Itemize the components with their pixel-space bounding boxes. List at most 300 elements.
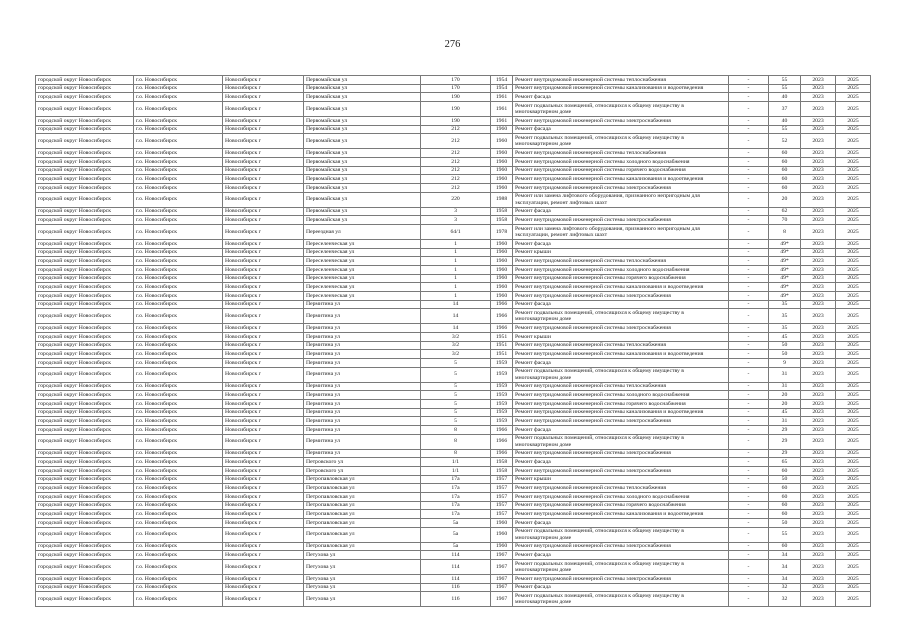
cell-house-number: 1 (421, 291, 491, 300)
cell-municipality: г.о. Новосибирск (134, 149, 223, 158)
cell-work-type: Ремонт подвальных помещений, относящихся к общему имуществу в многоквартирном доме (513, 134, 729, 149)
cell-year-start: 2023 (801, 157, 836, 166)
cell-dash: - (729, 458, 769, 467)
cell-value: 8 (769, 224, 801, 239)
cell-municipality: г.о. Новосибирск (134, 492, 223, 501)
cell-year-start: 2023 (801, 341, 836, 350)
cell-dash: - (729, 341, 769, 350)
cell-year-end: 2025 (836, 399, 871, 408)
cell-locality: Новосибирск г (223, 341, 304, 350)
cell-district: городской округ Новосибирск (36, 207, 134, 216)
cell-locality: Новосибирск г (223, 207, 304, 216)
cell-street: Пермитина ул (304, 358, 421, 367)
cell-municipality: г.о. Новосибирск (134, 84, 223, 93)
cell-work-type: Ремонт фасада (513, 207, 729, 216)
cell-locality: Новосибирск г (223, 501, 304, 510)
cell-year-built: 1960 (491, 175, 513, 184)
cell-locality: Новосибирск г (223, 157, 304, 166)
cell-municipality: г.о. Новосибирск (134, 391, 223, 400)
cell-year-end: 2025 (836, 102, 871, 117)
cell-dash: - (729, 358, 769, 367)
cell-value: 60 (769, 492, 801, 501)
cell-value: 45 (769, 332, 801, 341)
cell-year-built: 1951 (491, 350, 513, 359)
cell-value: 50 (769, 518, 801, 527)
cell-year-built: 1958 (491, 216, 513, 225)
cell-municipality: г.о. Новосибирск (134, 434, 223, 449)
cell-year-start: 2023 (801, 175, 836, 184)
cell-year-built: 1960 (491, 239, 513, 248)
cell-work-type: Ремонт внутридомовой инженерной системы горячего водоснабжения (513, 166, 729, 175)
cell-district: городской округ Новосибирск (36, 239, 134, 248)
table-row (36, 265, 871, 274)
cell-locality: Новосибирск г (223, 76, 304, 85)
cell-district: городской округ Новосибирск (36, 425, 134, 434)
cell-street: Петухова ул (304, 559, 421, 574)
cell-dash: - (729, 76, 769, 85)
cell-work-type: Ремонт подвальных помещений, относящихся к общему имуществу в многоквартирном доме (513, 434, 729, 449)
cell-municipality: г.о. Новосибирск (134, 300, 223, 309)
cell-year-end: 2025 (836, 425, 871, 434)
cell-municipality: г.о. Новосибирск (134, 449, 223, 458)
cell-municipality: г.о. Новосибирск (134, 332, 223, 341)
cell-street: Пермитина ул (304, 341, 421, 350)
cell-house-number: 64/1 (421, 224, 491, 239)
cell-house-number: 212 (421, 125, 491, 134)
cell-year-end: 2025 (836, 291, 871, 300)
cell-municipality: г.о. Новосибирск (134, 239, 223, 248)
cell-locality: Новосибирск г (223, 224, 304, 239)
cell-house-number: 116 (421, 592, 491, 607)
cell-year-end: 2025 (836, 183, 871, 192)
cell-value: 35 (769, 300, 801, 309)
cell-dash: - (729, 501, 769, 510)
cell-dash: - (729, 484, 769, 493)
cell-year-built: 1961 (491, 102, 513, 117)
cell-work-type: Ремонт внутридомовой инженерной системы теплоснабжения (513, 341, 729, 350)
cell-house-number: 1 (421, 283, 491, 292)
cell-value: 29 (769, 425, 801, 434)
cell-year-built: 1967 (491, 583, 513, 592)
table-row (36, 551, 871, 560)
cell-municipality: г.о. Новосибирск (134, 116, 223, 125)
cell-municipality: г.о. Новосибирск (134, 93, 223, 102)
cell-municipality: г.о. Новосибирск (134, 382, 223, 391)
cell-district: городской округ Новосибирск (36, 492, 134, 501)
table-row (36, 166, 871, 175)
cell-dash: - (729, 542, 769, 551)
cell-dash: - (729, 283, 769, 292)
cell-value: 34 (769, 574, 801, 583)
table-row (36, 274, 871, 283)
cell-district: городской округ Новосибирск (36, 527, 134, 542)
cell-street: Петровского ул (304, 466, 421, 475)
cell-locality: Новосибирск г (223, 574, 304, 583)
table-row (36, 192, 871, 207)
cell-municipality: г.о. Новосибирск (134, 166, 223, 175)
cell-street: Петропавловская ул (304, 527, 421, 542)
cell-work-type: Ремонт внутридомовой инженерной системы канализования и водоотведения (513, 408, 729, 417)
cell-year-built: 1978 (491, 224, 513, 239)
cell-year-end: 2025 (836, 257, 871, 266)
cell-year-built: 1957 (491, 510, 513, 519)
cell-year-start: 2023 (801, 358, 836, 367)
cell-house-number: 17а (421, 510, 491, 519)
cell-locality: Новосибирск г (223, 449, 304, 458)
cell-year-start: 2023 (801, 425, 836, 434)
cell-year-start: 2023 (801, 125, 836, 134)
cell-house-number: 8 (421, 449, 491, 458)
cell-year-end: 2025 (836, 551, 871, 560)
cell-dash: - (729, 417, 769, 426)
cell-work-type: Ремонт внутридомовой инженерной системы холодного водоснабжения (513, 492, 729, 501)
cell-year-start: 2023 (801, 283, 836, 292)
cell-year-start: 2023 (801, 248, 836, 257)
cell-locality: Новосибирск г (223, 274, 304, 283)
cell-work-type: Ремонт подвальных помещений, относящихся к общему имуществу в многоквартирном доме (513, 102, 729, 117)
cell-house-number: 3 (421, 216, 491, 225)
cell-dash: - (729, 102, 769, 117)
cell-year-start: 2023 (801, 300, 836, 309)
cell-locality: Новосибирск г (223, 399, 304, 408)
cell-house-number: 5 (421, 382, 491, 391)
cell-house-number: 212 (421, 166, 491, 175)
cell-street: Пермитина ул (304, 382, 421, 391)
cell-district: городской округ Новосибирск (36, 309, 134, 324)
cell-year-end: 2025 (836, 125, 871, 134)
cell-year-end: 2025 (836, 300, 871, 309)
cell-value: 20 (769, 391, 801, 400)
table-row (36, 309, 871, 324)
cell-house-number: 5 (421, 367, 491, 382)
cell-house-number: 5 (421, 408, 491, 417)
cell-district: городской округ Новосибирск (36, 183, 134, 192)
cell-street: Первомайская ул (304, 93, 421, 102)
cell-house-number: 1/1 (421, 458, 491, 467)
cell-year-built: 1960 (491, 518, 513, 527)
cell-dash: - (729, 367, 769, 382)
cell-house-number: 17а (421, 492, 491, 501)
cell-house-number: 114 (421, 559, 491, 574)
cell-value: 50 (769, 475, 801, 484)
cell-year-end: 2025 (836, 583, 871, 592)
cell-work-type: Ремонт фасада (513, 300, 729, 309)
cell-house-number: 14 (421, 309, 491, 324)
cell-year-end: 2025 (836, 408, 871, 417)
cell-year-start: 2023 (801, 408, 836, 417)
cell-value: 70 (769, 216, 801, 225)
cell-locality: Новосибирск г (223, 518, 304, 527)
cell-year-start: 2023 (801, 382, 836, 391)
cell-locality: Новосибирск г (223, 527, 304, 542)
cell-year-start: 2023 (801, 76, 836, 85)
cell-district: городской округ Новосибирск (36, 149, 134, 158)
cell-year-built: 1960 (491, 265, 513, 274)
cell-work-type: Ремонт внутридомовой инженерной системы электроснабжения (513, 291, 729, 300)
table-row (36, 475, 871, 484)
cell-dash: - (729, 257, 769, 266)
cell-year-end: 2025 (836, 592, 871, 607)
cell-value: 55 (769, 84, 801, 93)
cell-work-type: Ремонт внутридомовой инженерной системы холодного водоснабжения (513, 391, 729, 400)
cell-street: Переселенческая ул (304, 291, 421, 300)
cell-locality: Новосибирск г (223, 216, 304, 225)
cell-year-end: 2025 (836, 559, 871, 574)
cell-value: 55 (769, 125, 801, 134)
table-row (36, 527, 871, 542)
cell-value: 29 (769, 449, 801, 458)
cell-locality: Новосибирск г (223, 183, 304, 192)
cell-street: Пермитина ул (304, 300, 421, 309)
cell-value: 62 (769, 207, 801, 216)
cell-locality: Новосибирск г (223, 382, 304, 391)
cell-year-end: 2025 (836, 492, 871, 501)
cell-year-start: 2023 (801, 265, 836, 274)
cell-dash: - (729, 518, 769, 527)
cell-work-type: Ремонт внутридомовой инженерной системы канализования и водоотведения (513, 84, 729, 93)
cell-year-built: 1967 (491, 551, 513, 560)
table-row (36, 484, 871, 493)
cell-year-built: 1958 (491, 458, 513, 467)
cell-dash: - (729, 291, 769, 300)
cell-year-built: 1959 (491, 358, 513, 367)
table-row (36, 466, 871, 475)
cell-dash: - (729, 332, 769, 341)
cell-house-number: 3/2 (421, 341, 491, 350)
cell-value: 49* (769, 291, 801, 300)
cell-district: городской округ Новосибирск (36, 574, 134, 583)
table-row (36, 283, 871, 292)
cell-year-end: 2025 (836, 84, 871, 93)
cell-district: городской округ Новосибирск (36, 510, 134, 519)
cell-work-type: Ремонт внутридомовой инженерной системы канализования и водоотведения (513, 350, 729, 359)
cell-year-built: 1966 (491, 309, 513, 324)
cell-year-start: 2023 (801, 224, 836, 239)
cell-dash: - (729, 175, 769, 184)
cell-dash: - (729, 149, 769, 158)
cell-street: Пермитина ул (304, 408, 421, 417)
cell-dash: - (729, 157, 769, 166)
cell-year-end: 2025 (836, 324, 871, 333)
cell-work-type: Ремонт внутридомовой инженерной системы канализования и водоотведения (513, 175, 729, 184)
cell-value: 60 (769, 175, 801, 184)
table-row (36, 216, 871, 225)
cell-municipality: г.о. Новосибирск (134, 501, 223, 510)
table-row (36, 125, 871, 134)
cell-street: Петропавловская ул (304, 542, 421, 551)
cell-municipality: г.о. Новосибирск (134, 408, 223, 417)
cell-year-built: 1951 (491, 341, 513, 350)
cell-house-number: 114 (421, 574, 491, 583)
cell-year-built: 1958 (491, 466, 513, 475)
cell-dash: - (729, 239, 769, 248)
table-row (36, 183, 871, 192)
cell-work-type: Ремонт подвальных помещений, относящихся к общему имуществу в многоквартирном доме (513, 559, 729, 574)
cell-municipality: г.о. Новосибирск (134, 283, 223, 292)
cell-house-number: 170 (421, 84, 491, 93)
cell-house-number: 14 (421, 300, 491, 309)
cell-dash: - (729, 84, 769, 93)
cell-year-end: 2025 (836, 248, 871, 257)
cell-district: городской округ Новосибирск (36, 458, 134, 467)
cell-district: городской округ Новосибирск (36, 417, 134, 426)
table-row (36, 458, 871, 467)
cell-value: 40 (769, 116, 801, 125)
cell-work-type: Ремонт внутридомовой инженерной системы теплоснабжения (513, 382, 729, 391)
cell-house-number: 3/2 (421, 350, 491, 359)
cell-locality: Новосибирск г (223, 434, 304, 449)
cell-year-built: 1961 (491, 93, 513, 102)
table-row (36, 149, 871, 158)
cell-district: городской округ Новосибирск (36, 76, 134, 85)
table-body (36, 76, 871, 607)
cell-year-start: 2023 (801, 510, 836, 519)
cell-house-number: 5а (421, 518, 491, 527)
cell-district: городской округ Новосибирск (36, 501, 134, 510)
cell-street: Первомайская ул (304, 149, 421, 158)
cell-house-number: 1/1 (421, 466, 491, 475)
cell-year-start: 2023 (801, 216, 836, 225)
cell-work-type: Ремонт фасада (513, 458, 729, 467)
table-row (36, 102, 871, 117)
cell-value: 31 (769, 367, 801, 382)
cell-street: Петропавловская ул (304, 501, 421, 510)
cell-street: Петухова ул (304, 574, 421, 583)
cell-municipality: г.о. Новосибирск (134, 175, 223, 184)
cell-year-start: 2023 (801, 518, 836, 527)
cell-district: городской округ Новосибирск (36, 475, 134, 484)
cell-municipality: г.о. Новосибирск (134, 358, 223, 367)
cell-year-built: 1960 (491, 157, 513, 166)
cell-year-built: 1966 (491, 300, 513, 309)
cell-year-end: 2025 (836, 458, 871, 467)
cell-year-built: 1960 (491, 527, 513, 542)
cell-street: Переселенческая ул (304, 274, 421, 283)
cell-work-type: Ремонт внутридомовой инженерной системы электроснабжения (513, 466, 729, 475)
cell-district: городской округ Новосибирск (36, 291, 134, 300)
cell-year-start: 2023 (801, 134, 836, 149)
cell-locality: Новосибирск г (223, 510, 304, 519)
cell-locality: Новосибирск г (223, 391, 304, 400)
cell-year-built: 1958 (491, 207, 513, 216)
cell-municipality: г.о. Новосибирск (134, 102, 223, 117)
cell-dash: - (729, 583, 769, 592)
cell-street: Первомайская ул (304, 216, 421, 225)
cell-district: городской округ Новосибирск (36, 93, 134, 102)
cell-locality: Новосибирск г (223, 166, 304, 175)
table-row (36, 84, 871, 93)
cell-street: Пермитина ул (304, 367, 421, 382)
cell-year-end: 2025 (836, 475, 871, 484)
cell-street: Пермитина ул (304, 449, 421, 458)
cell-year-end: 2025 (836, 283, 871, 292)
cell-house-number: 212 (421, 183, 491, 192)
cell-year-end: 2025 (836, 391, 871, 400)
cell-year-start: 2023 (801, 192, 836, 207)
cell-work-type: Ремонт крыши (513, 332, 729, 341)
cell-house-number: 14 (421, 324, 491, 333)
cell-district: городской округ Новосибирск (36, 391, 134, 400)
cell-house-number: 1 (421, 265, 491, 274)
cell-district: городской округ Новосибирск (36, 484, 134, 493)
cell-house-number: 5 (421, 391, 491, 400)
cell-locality: Новосибирск г (223, 93, 304, 102)
cell-year-end: 2025 (836, 134, 871, 149)
cell-year-built: 1960 (491, 134, 513, 149)
cell-locality: Новосибирск г (223, 350, 304, 359)
cell-municipality: г.о. Новосибирск (134, 125, 223, 134)
cell-dash: - (729, 449, 769, 458)
cell-locality: Новосибирск г (223, 332, 304, 341)
table-row (36, 157, 871, 166)
cell-dash: - (729, 425, 769, 434)
cell-locality: Новосибирск г (223, 84, 304, 93)
cell-dash: - (729, 192, 769, 207)
cell-value: 32 (769, 592, 801, 607)
cell-house-number: 116 (421, 583, 491, 592)
cell-street: Первомайская ул (304, 116, 421, 125)
cell-year-start: 2023 (801, 583, 836, 592)
cell-work-type: Ремонт внутридомовой инженерной системы теплоснабжения (513, 76, 729, 85)
cell-value: 52 (769, 134, 801, 149)
cell-street: Переселенческая ул (304, 257, 421, 266)
table-row (36, 518, 871, 527)
cell-year-built: 1959 (491, 399, 513, 408)
cell-district: городской округ Новосибирск (36, 542, 134, 551)
cell-year-end: 2025 (836, 116, 871, 125)
cell-year-end: 2025 (836, 518, 871, 527)
cell-district: городской округ Новосибирск (36, 466, 134, 475)
cell-street: Петухова ул (304, 551, 421, 560)
cell-house-number: 17а (421, 501, 491, 510)
cell-year-built: 1960 (491, 125, 513, 134)
cell-municipality: г.о. Новосибирск (134, 551, 223, 560)
cell-locality: Новосибирск г (223, 559, 304, 574)
cell-year-built: 1954 (491, 76, 513, 85)
cell-district: городской округ Новосибирск (36, 341, 134, 350)
cell-house-number: 1 (421, 274, 491, 283)
cell-dash: - (729, 559, 769, 574)
cell-house-number: 1 (421, 248, 491, 257)
cell-work-type: Ремонт внутридомовой инженерной системы горячего водоснабжения (513, 501, 729, 510)
cell-year-built: 1966 (491, 434, 513, 449)
cell-street: Первомайская ул (304, 192, 421, 207)
cell-value: 20 (769, 192, 801, 207)
cell-street: Петропавловская ул (304, 475, 421, 484)
cell-street: Пермитина ул (304, 350, 421, 359)
cell-dash: - (729, 466, 769, 475)
cell-district: городской округ Новосибирск (36, 265, 134, 274)
cell-district: городской округ Новосибирск (36, 324, 134, 333)
cell-value: 49* (769, 257, 801, 266)
table-row (36, 224, 871, 239)
cell-dash: - (729, 116, 769, 125)
cell-locality: Новосибирск г (223, 542, 304, 551)
cell-locality: Новосибирск г (223, 149, 304, 158)
table-row (36, 300, 871, 309)
cell-year-end: 2025 (836, 93, 871, 102)
cell-municipality: г.о. Новосибирск (134, 484, 223, 493)
cell-dash: - (729, 300, 769, 309)
cell-year-end: 2025 (836, 239, 871, 248)
cell-year-end: 2025 (836, 484, 871, 493)
cell-dash: - (729, 551, 769, 560)
cell-street: Первомайская ул (304, 157, 421, 166)
cell-street: Пермитина ул (304, 391, 421, 400)
cell-locality: Новосибирск г (223, 283, 304, 292)
cell-municipality: г.о. Новосибирск (134, 207, 223, 216)
cell-dash: - (729, 265, 769, 274)
